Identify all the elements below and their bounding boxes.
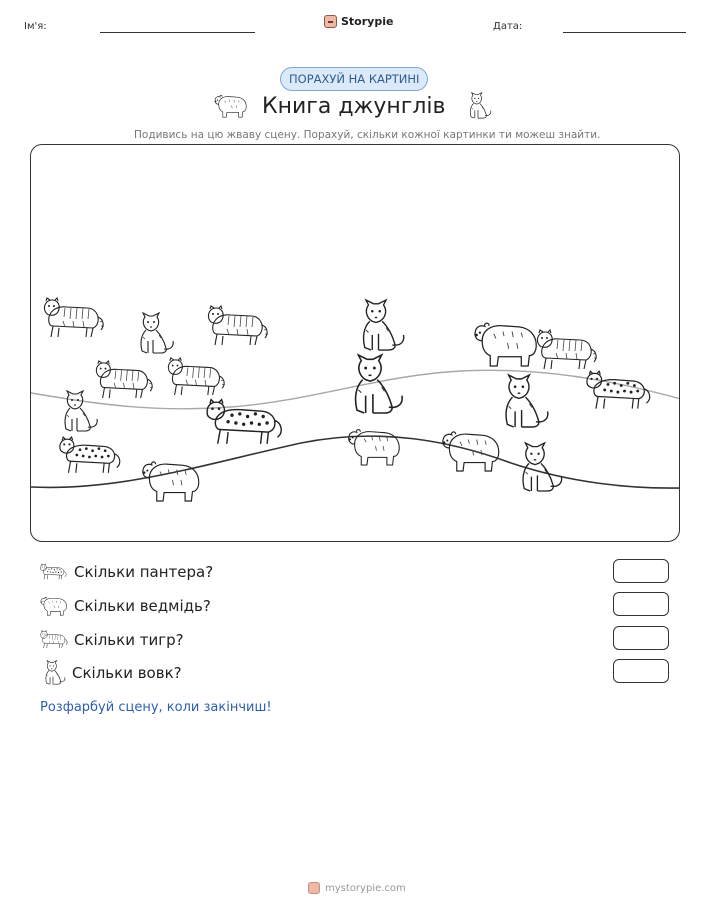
date-label: Дата: <box>493 21 523 32</box>
wolf-5 <box>506 375 548 427</box>
wolf-4 <box>65 391 97 431</box>
answer-box-bear[interactable] <box>613 592 669 616</box>
date-field[interactable] <box>563 32 686 33</box>
wolf-title-icon <box>464 90 492 122</box>
wolf-icon <box>40 660 66 686</box>
front-hill-line <box>31 436 680 488</box>
answer-box-wolf[interactable] <box>613 659 669 683</box>
footer <box>308 882 406 894</box>
count-badge: ПОРАХУЙ НА КАРТИНІ <box>280 67 428 91</box>
question-text: Скільки пантера? <box>74 563 214 581</box>
brand-name: Storypie <box>341 15 394 28</box>
jungle-scene <box>30 144 680 542</box>
tiger-2 <box>208 306 268 345</box>
bear-icon <box>40 595 68 617</box>
name-label: Ім'я: <box>24 21 47 32</box>
question-text: Скільки ведмідь? <box>74 597 211 615</box>
wolf-1 <box>141 313 173 353</box>
coloring-instruction: Розфарбуй сцену, коли закінчиш! <box>40 700 272 715</box>
tiger-icon <box>40 629 68 650</box>
answer-box-tiger[interactable] <box>613 626 669 650</box>
wolf-3 <box>356 355 403 413</box>
bear-3 <box>443 432 499 471</box>
wolf-2 <box>364 300 404 350</box>
question-row-bear <box>40 595 211 617</box>
question-row-tiger <box>40 629 184 650</box>
storypie-logo-icon <box>324 15 337 28</box>
question-text: Скільки тигр? <box>74 630 184 649</box>
bear-1 <box>475 323 536 366</box>
answer-box-panther[interactable] <box>613 559 669 583</box>
panther-3 <box>60 437 120 473</box>
question-row-panther <box>40 562 213 582</box>
question-row-wolf <box>40 660 182 686</box>
page-subtitle: Подивись на цю жваву сцену. Порахуй, скільки кожної картинки ти можеш знайти. <box>134 129 601 141</box>
bear-4 <box>143 462 199 501</box>
storypie-footer-logo-icon <box>308 882 320 894</box>
brand-logo <box>324 15 393 28</box>
page-title: Книга джунглів <box>262 94 446 119</box>
bear-2 <box>349 430 400 465</box>
footer-url[interactable]: mystorypie.com <box>325 882 406 894</box>
tiger-5 <box>168 358 225 395</box>
scene-illustration <box>31 145 680 542</box>
panther-icon <box>40 562 68 582</box>
panther-1 <box>587 371 650 408</box>
bear-title-icon <box>214 92 248 120</box>
tiger-4 <box>96 361 153 398</box>
name-field[interactable] <box>100 32 255 33</box>
question-text: Скільки вовк? <box>72 664 182 682</box>
wolf-6 <box>523 443 562 491</box>
tiger-3 <box>537 330 597 369</box>
tiger-1 <box>44 298 104 337</box>
